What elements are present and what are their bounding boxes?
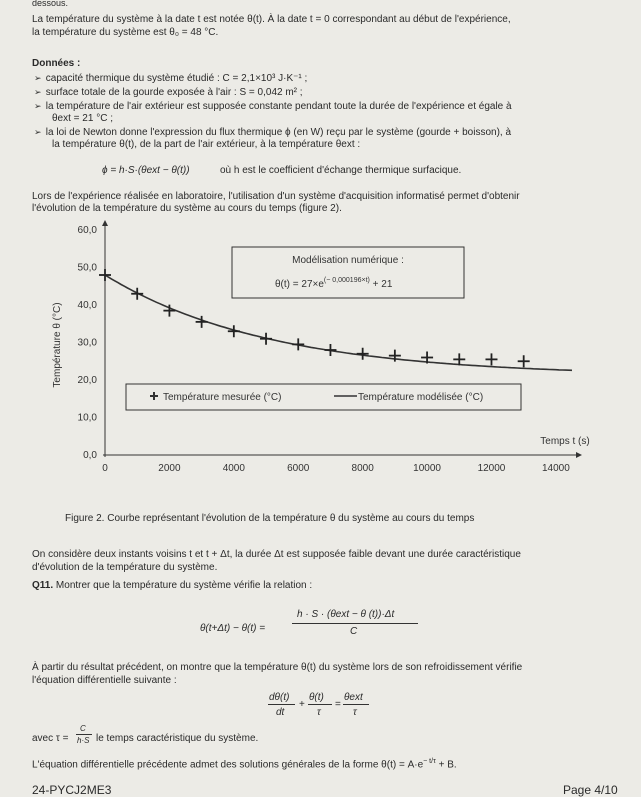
donnees-item-3: ➢ la température de l'air extérieur est supposée constante pendant toute la durée de l'expérience et égale à (34, 101, 512, 112)
y-axis-label: Température θ (°C) (52, 302, 63, 388)
tau-den: h·S (77, 736, 90, 745)
footer-code: 24-PYCJ2ME3 (32, 783, 112, 797)
para2-line-2: l'équation différentielle suivante : (32, 675, 177, 686)
q11-text: Montrer que la température du système vérifie la relation : (55, 580, 313, 591)
footer-page: Page 4/10 (563, 783, 618, 797)
measured-point (324, 344, 336, 356)
q11-numerator: h · S · (θext − θ (t))·Δt (297, 609, 395, 620)
x-tick-label: 0 (102, 463, 108, 474)
tau-bar (76, 734, 92, 735)
q11-lhs: θ(t+Δt) − θ(t) = (200, 623, 266, 634)
ode-bar-3 (343, 704, 369, 705)
legend-model-label: Température modélisée (°C) (358, 392, 484, 403)
y-tick-label: 60,0 (77, 225, 97, 236)
ode-num-1: dθ(t) (269, 692, 290, 703)
measured-point (485, 353, 497, 365)
header-fragment: dessous. (32, 0, 69, 8)
q11-denominator: C (350, 626, 358, 637)
ode-den-1: dt (276, 707, 285, 718)
ode-num-2: θ(t) (309, 692, 324, 703)
measured-point (292, 338, 304, 350)
lab-line-2: l'évolution de la température du système au cours du temps (figure 2). (32, 203, 342, 214)
formula-note: où h est le coefficient d'échange thermique surfacique. (220, 165, 462, 176)
donnees-title: Données : (32, 58, 81, 69)
ode-bar-1 (268, 704, 295, 705)
donnees-item-4: ➢ la loi de Newton donne l'expression du flux thermique ϕ (en W) reçu par le système (gourde + boisson), à (34, 127, 512, 138)
y-axis-arrow-icon (102, 220, 108, 226)
q11-label: Q11. (32, 580, 54, 591)
newton-formula: ϕ = h·S·(θext − θ(t)) (102, 165, 190, 176)
arrow-bullet-icon: ➢ (34, 127, 42, 137)
x-tick-label: 10000 (413, 463, 441, 474)
x-tick-label: 4000 (222, 463, 245, 474)
measured-point (518, 355, 530, 367)
x-tick-label: 8000 (351, 463, 374, 474)
q11-fraction-bar (292, 623, 418, 624)
ode-bar-2 (308, 704, 332, 705)
x-tick-label: 14000 (541, 463, 570, 474)
tau-pre: avec τ = (32, 733, 69, 744)
lab-line-1: Lors de l'expérience réalisée en laboratoire, l'utilisation d'un système d'acquisition informatisé permet d'obtenir (32, 191, 520, 202)
measured-point (99, 269, 111, 281)
donnees-item-3-cont: θext = 21 °C ; (52, 113, 113, 124)
arrow-bullet-icon: ➢ (34, 87, 42, 97)
y-tick-label: 40,0 (77, 300, 97, 311)
x-tick-label: 12000 (477, 463, 506, 474)
figure-caption: Figure 2. Courbe représentant l'évolution de la température θ du système au cours du temps (65, 513, 475, 524)
tau-num: C (80, 724, 86, 733)
model-box-title: Modélisation numérique : (292, 255, 404, 266)
x-tick-label: 6000 (287, 463, 310, 474)
arrow-bullet-icon: ➢ (34, 73, 42, 83)
para1-line-1: On considère deux instants voisins t et t + Δt, la durée Δt est supposée faible devant une durée caractéristique (32, 549, 521, 560)
x-axis-arrow-icon (576, 452, 582, 458)
y-tick-label: 30,0 (77, 337, 97, 349)
intro-line-2: la température du système est θ₀ = 48 °C. (32, 27, 219, 38)
ode-plus: + (299, 699, 305, 710)
q11-line (32, 580, 312, 592)
y-tick-label: 0,0 (83, 450, 97, 461)
para1-line-2: d'évolution de la température du système. (32, 562, 218, 573)
y-tick-label: 10,0 (77, 412, 97, 424)
measured-point (357, 348, 369, 360)
ode-den-2: τ (317, 707, 321, 718)
donnees-item-2: ➢ surface totale de la gourde exposée à l'air : S = 0,042 m² ; (34, 87, 303, 98)
ode-num-3: θext (344, 692, 363, 703)
measured-point (260, 333, 272, 345)
tau-post: le temps caractéristique du système. (96, 733, 259, 744)
para2-line-1: À partir du résultat précédent, on montre que la température θ(t) du système lors de son refroidissement vérifie (32, 662, 523, 673)
solutions-line: L'équation différentielle précédente admet des solutions générales de la forme $\theta(t) = A\cdot e^{- t/\tau} + B$. (32, 758, 457, 771)
x-tick-label: 2000 (158, 463, 181, 474)
donnees-item-4-cont: la température θ(t), de la part de l'air extérieur, à la température θext : (52, 139, 361, 150)
y-tick-label: 20,0 (77, 375, 97, 386)
temperature-chart (0, 215, 641, 480)
arrow-bullet-icon: ➢ (34, 101, 42, 111)
intro-line-1: La température du système à la date t est notée θ(t). À la date t = 0 correspondant au début de l'expérience, (32, 14, 511, 25)
legend-measured-label: Température mesurée (°C) (163, 392, 282, 403)
measured-point (196, 316, 208, 328)
y-tick-label: 50,0 (77, 262, 97, 274)
ode-equals: = (335, 699, 341, 710)
measured-point (228, 325, 240, 337)
donnees-item-1: ➢ capacité thermique du système étudié : C = 2,1×10³ J·K⁻¹ ; (34, 73, 308, 84)
x-axis-label: Temps t (s) (540, 436, 590, 447)
ode-den-3: τ (353, 707, 357, 718)
model-formula: $\theta(t) = 27\times e^{(- 0,000196\times t)} + 21$ (275, 277, 393, 290)
measured-point (131, 288, 143, 300)
